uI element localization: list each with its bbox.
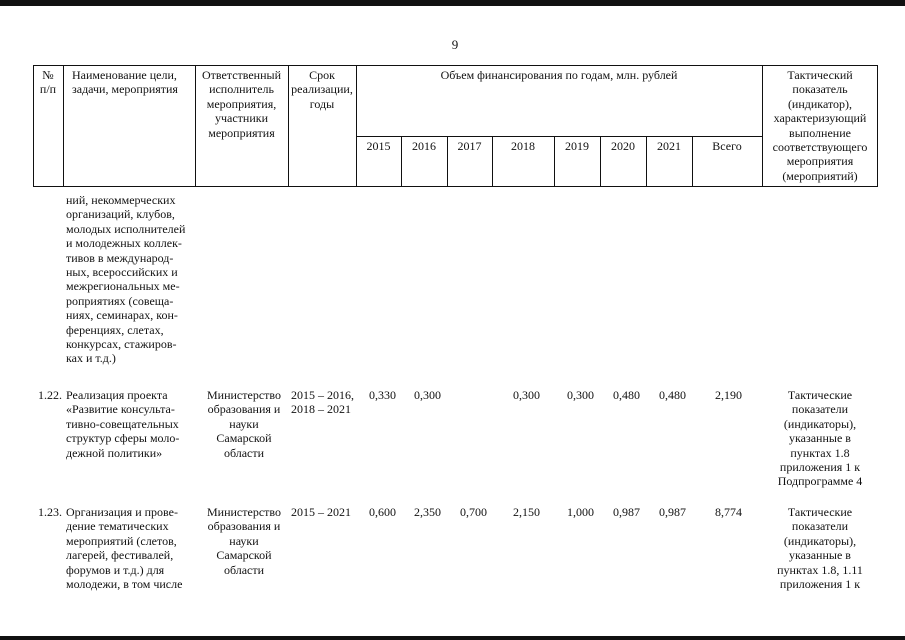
value-2020: 0,480 — [613, 388, 640, 402]
header-term: Срок реализации, годы — [291, 68, 353, 111]
value-2016: 2,350 — [414, 505, 441, 519]
header-divider — [63, 65, 64, 187]
row-indicator: Тактические показатели (индикаторы), указанные в пунктах 1.8, 1.11 приложения 1 к — [777, 505, 863, 592]
row-name: Реализация проекта «Развитие консульта- тивно-совещательных структур сферы моло- дежной политики» — [66, 388, 180, 460]
year-2018: 2018 — [511, 139, 535, 153]
header-name: Наименование цели, задачи, мероприятия — [72, 68, 178, 97]
continuation-text: ний, некоммерческих организаций, клубов, молодых исполнителей и молодежных коллек- тивов в международ- ных, всероссийских и межрегиональных ме- роприятиях (совеща- ниях, семинарах, кон- ференциях, слетах, конкурсах, стажиров- ках и т.д.) — [66, 193, 186, 366]
year-2020: 2020 — [611, 139, 635, 153]
year-2019: 2019 — [565, 139, 589, 153]
year-total: Всего — [712, 139, 742, 153]
row-responsible: Министерство образования и науки Самарской области — [207, 505, 281, 577]
row-name: Организация и прове- дение тематических мероприятий (слетов, лагерей, фестивалей, форумов и т.д.) для молодежи, в том числе — [66, 505, 183, 592]
top-scan-border — [0, 0, 905, 6]
year-2021: 2021 — [657, 139, 681, 153]
value-2018: 0,300 — [513, 388, 540, 402]
value-2016: 0,300 — [414, 388, 441, 402]
value-2019: 1,000 — [567, 505, 594, 519]
value-2020: 0,987 — [613, 505, 640, 519]
years-divider-line — [356, 136, 762, 137]
year-2016: 2016 — [412, 139, 436, 153]
year-2015: 2015 — [366, 139, 391, 153]
value-2018: 2,150 — [513, 505, 540, 519]
row-no: 1.23. — [38, 505, 62, 519]
header-responsible: Ответственный исполнитель мероприятия, участники мероприятия — [201, 68, 282, 140]
value-2021: 0,480 — [659, 388, 686, 402]
value-total: 8,774 — [715, 505, 742, 519]
value-total: 2,190 — [715, 388, 742, 402]
row-term: 2015 – 2021 — [291, 505, 351, 519]
value-2015: 0,330 — [369, 388, 396, 402]
header-indicator: Тактический показатель (индикатор), характеризующий выполнение соответствующего мероприятия (мероприятий) — [772, 68, 868, 183]
value-2015: 0,600 — [369, 505, 396, 519]
header-financing: Объем финансирования по годам, млн. рублей — [440, 68, 678, 82]
row-term: 2015 – 2016, 2018 – 2021 — [291, 388, 354, 417]
value-2021: 0,987 — [659, 505, 686, 519]
row-responsible: Министерство образования и науки Самарской области — [207, 388, 281, 460]
row-indicator: Тактические показатели (индикаторы), указанные в пунктах 1.8 приложения 1 к Подпрограмме 4 — [777, 388, 863, 489]
year-2017: 2017 — [457, 139, 482, 153]
row-no: 1.22. — [38, 388, 62, 402]
header-divider — [356, 65, 357, 187]
value-2019: 0,300 — [567, 388, 594, 402]
page-number: 9 — [451, 37, 459, 52]
bottom-scan-border — [0, 636, 905, 640]
value-2017: 0,700 — [460, 505, 487, 519]
header-no: № п/п — [39, 68, 57, 97]
